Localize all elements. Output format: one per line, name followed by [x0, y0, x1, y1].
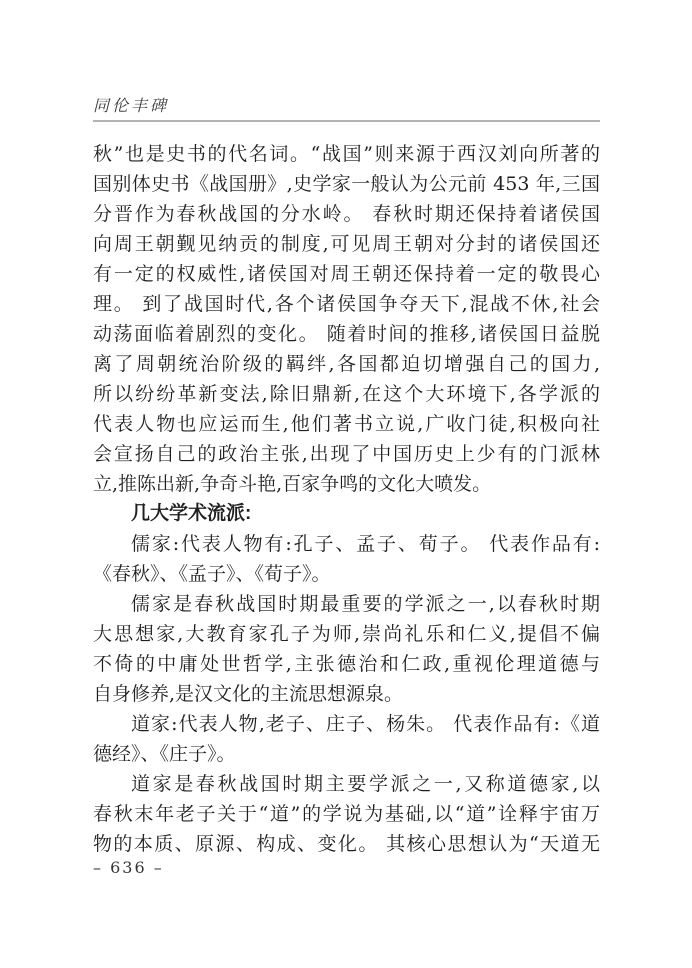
- text-line: 离了周朝统治阶级的羁绊,各国都迫切增强自己的国力,: [93, 353, 600, 375]
- text-line: 不倚的中庸处世哲学,主张德治和仁政,重视伦理道德与: [93, 653, 600, 675]
- text-line: 立,推陈出新,争奇斗艳,百家争鸣的文化大喷发。: [93, 473, 492, 495]
- text-line: 秋”也是史书的代名词。“战国”则来源于西汉刘向所著的: [93, 143, 600, 165]
- running-header-title: 同伦丰碑: [93, 96, 170, 115]
- text-line: 儒家是春秋战国时期最重要的学派之一,以春秋时期: [131, 593, 600, 615]
- text-line: 分晋作为春秋战国的分水岭。 春秋时期还保持着诸侯国: [93, 203, 600, 225]
- text-line: 代表人物也应运而生,他们著书立说,广收门徒,积极向社: [93, 413, 600, 435]
- text-line: 物的本质、原源、构成、变化。 其核心思想认为“天道无: [93, 833, 600, 855]
- text-line: 动荡面临着剧烈的变化。 随着时间的推移,诸侯国日益脱: [93, 323, 600, 345]
- text-line: 道家:代表人物,老子、庄子、杨朱。 代表作品有:《道: [131, 713, 600, 735]
- header-rule-divider: [93, 120, 600, 122]
- text-block: [93, 139, 600, 859]
- text-line: 向周王朝觐见纳贡的制度,可见周王朝对分封的诸侯国还: [93, 233, 600, 255]
- text-line: 会宣扬自己的政治主张,出现了中国历史上少有的门派林: [93, 443, 600, 465]
- text-line: 自身修养,是汉文化的主流思想源泉。: [93, 683, 404, 705]
- text-line: 《春秋》、《孟子》、《荀子》。: [93, 563, 331, 585]
- text-line: 道家是春秋战国时期主要学派之一,又称道德家,以: [131, 773, 600, 795]
- text-line: 大思想家,大教育家孔子为师,崇尚礼乐和仁义,提倡不偏: [93, 623, 600, 645]
- page-number: – 636 –: [93, 858, 164, 877]
- text-line: 春秋末年老子关于“道”的学说为基础,以“道”诠释宇宙万: [93, 803, 600, 825]
- section-heading-line: 几大学术流派:: [131, 503, 252, 524]
- text-line: 有一定的权威性,诸侯国对周王朝还保持着一定的敬畏心: [93, 263, 600, 285]
- text-line: 国别体史书《战国册》,史学家一般认为公元前 453 年,三国: [93, 173, 600, 195]
- text-line: 德经》、《庄子》。: [93, 743, 236, 765]
- text-line: 儒家:代表人物有:孔子、孟子、荀子。 代表作品有:: [131, 533, 600, 555]
- text-line: 理。 到了战国时代,各个诸侯国争夺天下,混战不休,社会: [93, 293, 600, 315]
- text-line: 所以纷纷革新变法,除旧鼎新,在这个大环境下,各学派的: [93, 383, 600, 405]
